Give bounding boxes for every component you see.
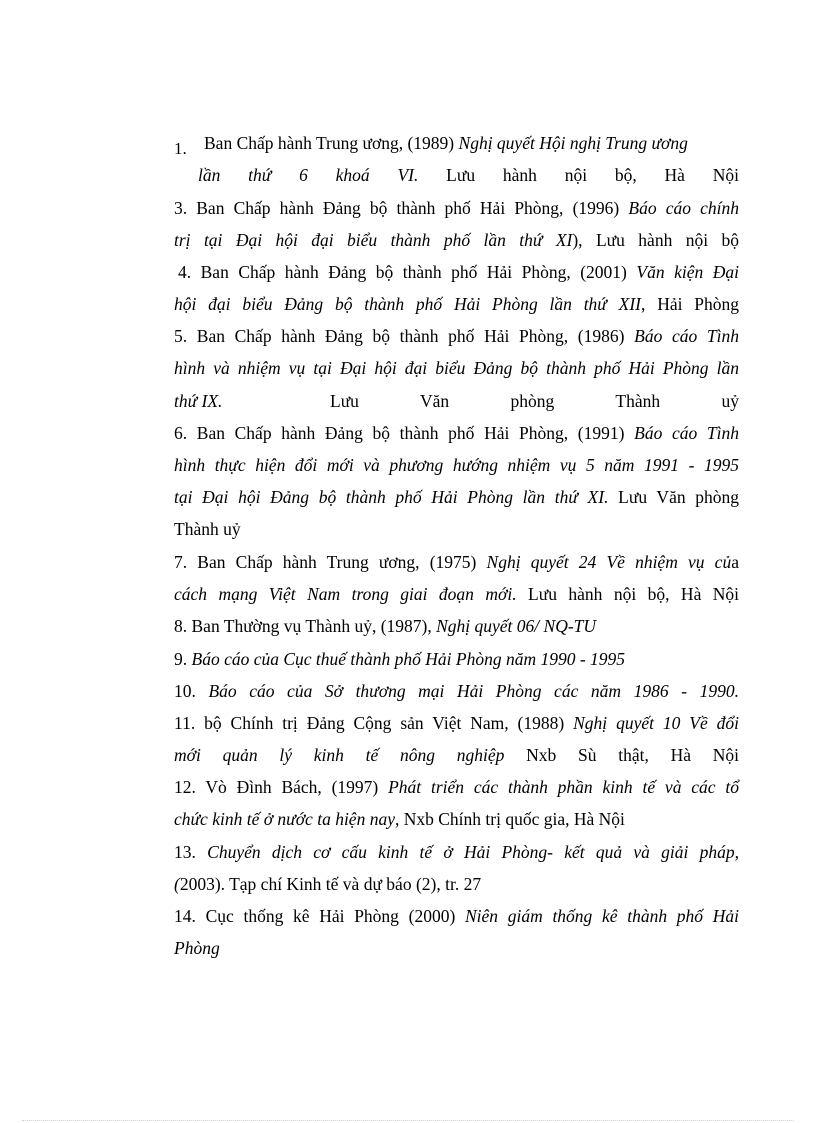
ref-7-author: 7. Ban Chấp hành Trung ương, (1975) [174,552,477,572]
ref-10-line-1 [174,681,739,701]
ref-6-author: 6. Ban Chấp hành Đảng bộ thành phố Hải Phòng, (1991) [174,423,625,443]
ref-14-line-2 [174,938,739,958]
ref-6-publisher-cont: Thành uỷ [174,519,241,539]
ref-10-number: 10. [174,681,196,701]
ref-4-title: Văn kiện Đại [636,262,740,282]
ref-8-line-1 [174,616,739,636]
ref-5-title-cont: hình và nhiệm vụ tại Đại hội đại biểu Đảng bộ thành phố Hải Phòng lần [174,358,739,378]
ref-14-author: 14. Cục thống kê Hải Phòng (2000) [174,906,456,926]
ref-14-title-cont: Phòng [174,938,220,958]
ref-12-author: 12. Vò Đình Bách, (1997) [174,777,379,797]
ref-4-title-cont: hội đại biểu Đảng bộ thành phố Hải Phòng lần thứ XII [174,294,642,314]
ref-5-line-2 [174,358,739,378]
ref-11-line-1 [174,713,739,733]
ref-12-line-2 [174,809,739,829]
ref-5-title: Báo cáo Tình [634,326,739,346]
ref-12-line-1 [174,777,739,797]
ref-1-author: Ban Chấp hành Trung ương, (1989) [204,133,455,153]
ref-14-title: Niên giám thống kê thành phố Hải [465,906,740,926]
ref-7-title: Nghị quyết 24 Về nhiệm vụ củ [486,552,732,572]
ref-5-title-end: thứ IX. [174,391,223,411]
ref-8-title: Nghị quyết 06/ NQ-TU [436,616,597,636]
ref-8-author: 8. Ban Thường vụ Thành uỷ, (1987), [174,616,432,636]
page-bottom-border [22,1120,794,1121]
ref-6-title-end: tại Đại hội Đảng bộ thành phố Hải Phòng lần thứ XI. [174,487,609,507]
ref-12-title-cont: chức kinh tế ở nước ta hiện nay [174,809,395,829]
ref-6-line-2 [174,455,739,475]
ref-1-publisher: Lưu hành nội bộ, Hà Nội [446,165,739,185]
ref-5-line-1 [174,326,739,346]
ref-9-number: 9. [174,649,188,669]
ref-12-title: Phát triển các thành phần kinh tế và các tổ [388,777,740,797]
ref-3-author: 3. Ban Chấp hành Đảng bộ thành phố Hải Phòng, (1996) [174,198,620,218]
ref-5-author: 5. Ban Chấp hành Đảng bộ thành phố Hải Phòng, (1986) [174,326,625,346]
ref-3-line-2 [174,230,739,250]
ref-4-author: 4. Ban Chấp hành Đảng bộ thành phố Hải Phòng, (2001) [178,262,627,282]
ref-1-title: Nghị quyết Hội nghị Trung ương [458,133,688,153]
ref-12-publisher: , Nxb Chính trị quốc gia, Hà Nội [394,809,625,829]
ref-9-title: Báo cáo của Cục thuế thành phố Hải Phòng năm 1990 - 1995 [191,649,626,669]
ref-7-publisher: Lưu hành nội bộ, Hà Nội [528,584,740,604]
ref-11-publisher: Nxb Sù thật, Hà Nội [526,745,739,765]
ref-11-line-2 [174,745,739,765]
ref-6-publisher: Lưu Văn phòng [618,487,740,507]
ref-6-line-1 [174,423,739,443]
ref-7-title-cont: cách mạng Việt Nam trong giai đoạn mới. [174,584,517,604]
ref-6-line-4 [174,519,739,539]
ref-13-title: Chuyển dịch cơ cấu kinh tế ở Hải Phòng- kết quả và giải pháp, [207,842,740,862]
ref-9-line-1 [174,649,739,669]
ref-10-title: Báo cáo của Sở thương mại Hải Phòng các năm 1986 - 1990. [208,681,739,701]
ref-1-number: 1. [174,139,187,158]
ref-11-title-cont: mới quản lý kinh tế nông nghiệp [174,745,505,765]
ref-3-title-cont: trị tại Đại hội đại biểu thành phố lần thứ XI [174,230,573,250]
ref-4-line-2 [174,294,739,314]
ref-3-title: Báo cáo chính [628,198,739,218]
ref-3-line-1 [174,198,739,218]
ref-14-line-1 [174,906,739,926]
ref-7-line-1 [174,552,739,572]
ref-4-line-1 [178,262,739,282]
ref-7-line-2 [174,584,739,604]
ref-13-number: 13. [174,842,196,862]
ref-3-publisher: ), Lưu hành nội bộ [572,230,739,250]
ref-11-title: Nghị quyết 10 Về đổi [573,713,740,733]
ref-11-author: 11. bộ Chính trị Đảng Cộng sản Việt Nam, (1988) [174,713,565,733]
ref-1-line-1 [204,133,739,153]
ref-5-publisher: Lưu Văn phòng Thành uỷ [330,391,739,411]
ref-6-title-cont: hình thực hiện đổi mới và phương hướng nhiệm vụ 5 năm 1991 - 1995 [174,455,739,475]
ref-1-title-cont: lần thứ 6 khoá VI. [198,165,419,185]
ref-6-line-3 [174,487,739,507]
ref-13-paren: ( [174,874,180,894]
ref-13-publisher: 2003). Tạp chí Kinh tế và dự báo (2), tr. 27 [179,874,482,894]
ref-13-line-1 [174,842,739,862]
ref-7-title-letter: a [731,552,739,572]
ref-1-line-2 [198,165,739,185]
ref-4-publisher: , Hải Phòng [641,294,739,314]
ref-6-title: Báo cáo Tình [634,423,739,443]
ref-13-line-2 [174,874,739,894]
